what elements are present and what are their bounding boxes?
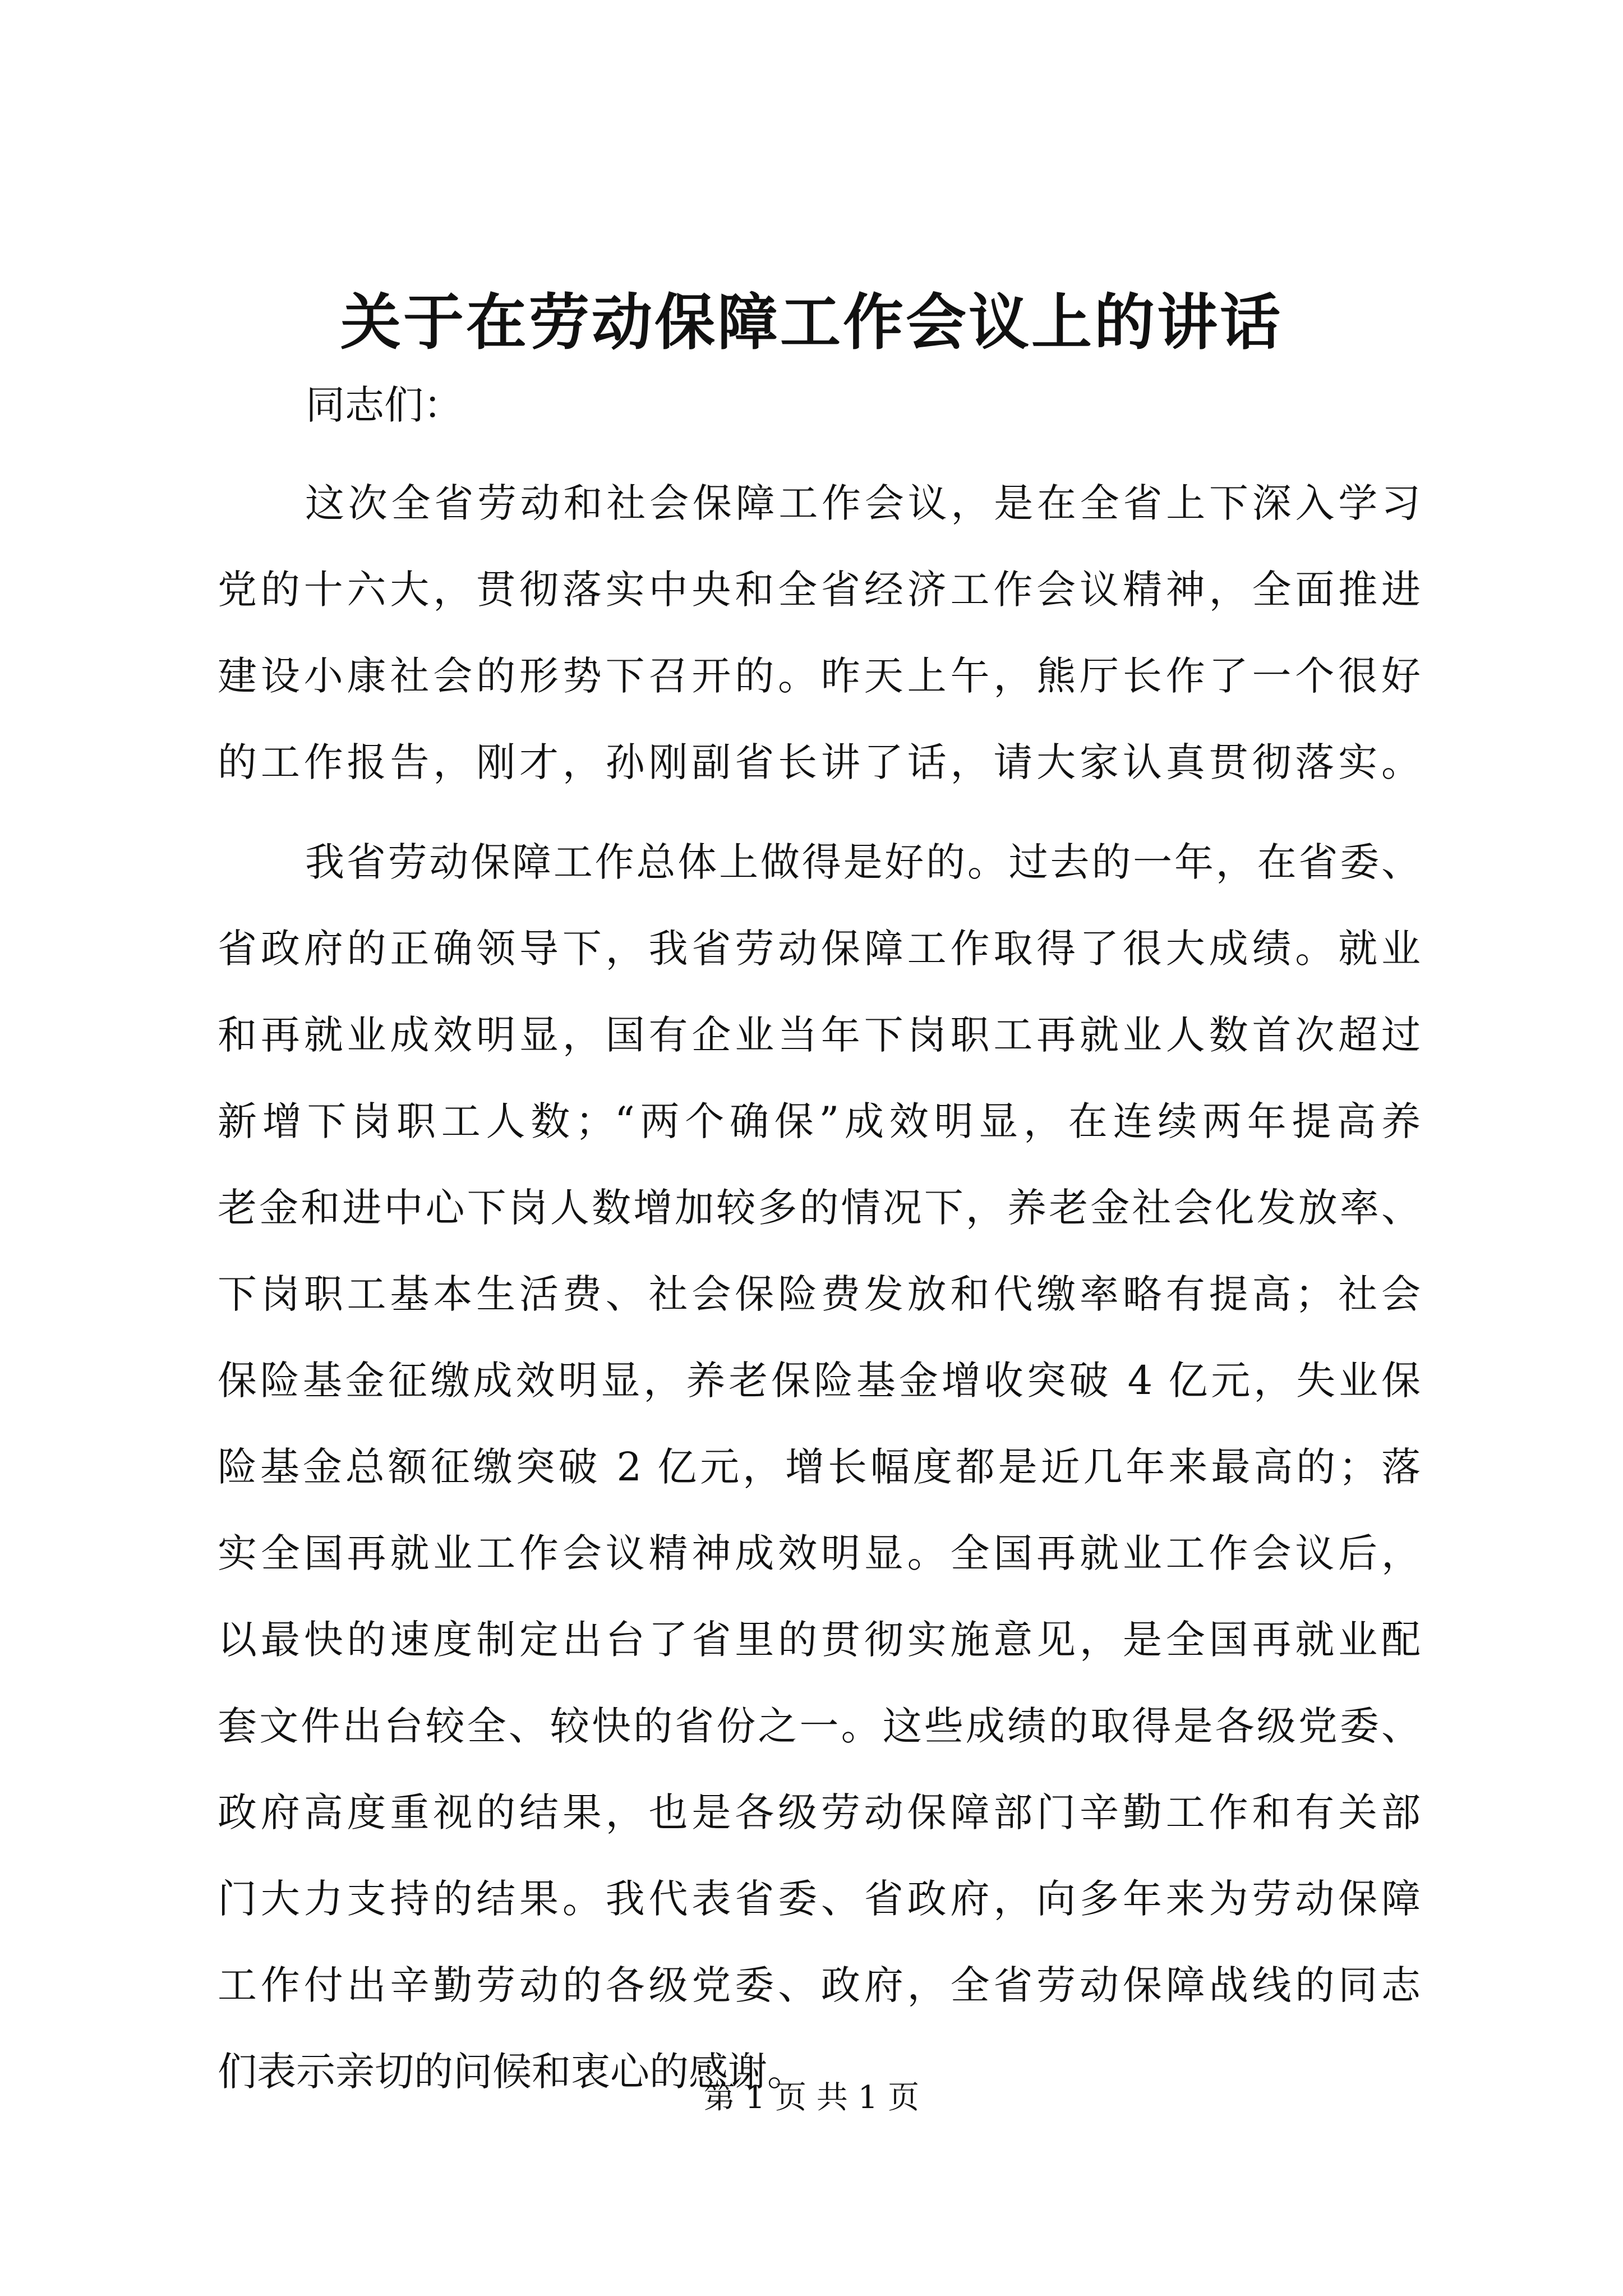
paragraph-line: 工作付出辛勤劳动的各级党委、政府，全省劳动保障战线的同志 [218, 1962, 1421, 2008]
document-title: 关于在劳动保障工作会议上的讲话 [340, 287, 1283, 358]
paragraph-line: 们表示亲切的问候和衷心的感谢。 [218, 2049, 806, 2095]
paragraph-line: 我省劳动保障工作总体上做得是好的。过去的一年，在省委、 [305, 839, 1421, 885]
paragraph-line: 老金和进中心下岗人数增加较多的情况下，养老金社会化发放率、 [218, 1185, 1421, 1231]
paragraph-line: 保险基金征缴成效明显，养老保险基金增收突破 4 亿元，失业保 [218, 1358, 1421, 1404]
paragraph-line: 政府高度重视的结果，也是各级劳动保障部门辛勤工作和有关部 [218, 1789, 1421, 1835]
paragraph-2 [218, 819, 1421, 2115]
paragraph-line: 党的十六大，贯彻落实中央和全省经济工作会议精神，全面推进 [218, 567, 1421, 613]
paragraph-line: 的工作报告，刚才，孙刚副省长讲了话，请大家认真贯彻落实。 [218, 739, 1421, 785]
paragraph-1 [218, 460, 1421, 806]
document-body [218, 460, 1421, 2115]
paragraph-line: 险基金总额征缴突破 2 亿元，增长幅度都是近几年来最高的；落 [218, 1444, 1421, 1490]
paragraph-line: 门大力支持的结果。我代表省委、省政府，向多年来为劳动保障 [218, 1876, 1421, 1922]
paragraph-spacer [218, 806, 1421, 819]
page-footer: 第 1 页 共 1 页 [703, 2079, 920, 2116]
paragraph-line: 省政府的正确领导下，我省劳动保障工作取得了很大成绩。就业 [218, 926, 1421, 972]
paragraph-line: 和再就业成效明显，国有企业当年下岗职工再就业人数首次超过 [218, 1012, 1421, 1058]
paragraph-line: 建设小康社会的形势下召开的。昨天上午，熊厅长作了一个很好 [218, 653, 1421, 699]
paragraph-line: 新增下岗职工人数；“两个确保”成效明显，在连续两年提高养 [218, 1098, 1421, 1144]
paragraph-line: 以最快的速度制定出台了省里的贯彻实施意见，是全国再就业配 [218, 1617, 1421, 1663]
paragraph-line: 下岗职工基本生活费、社会保险费发放和代缴率略有提高；社会 [218, 1271, 1421, 1317]
paragraph-line: 套文件出台较全、较快的省份之一。这些成绩的取得是各级党委、 [218, 1703, 1421, 1749]
paragraph-line: 这次全省劳动和社会保障工作会议，是在全省上下深入学习 [305, 480, 1421, 526]
salutation: 同志们： [306, 382, 463, 428]
paragraph-line: 实全国再就业工作会议精神成效明显。全国再就业工作会议后， [218, 1530, 1421, 1576]
